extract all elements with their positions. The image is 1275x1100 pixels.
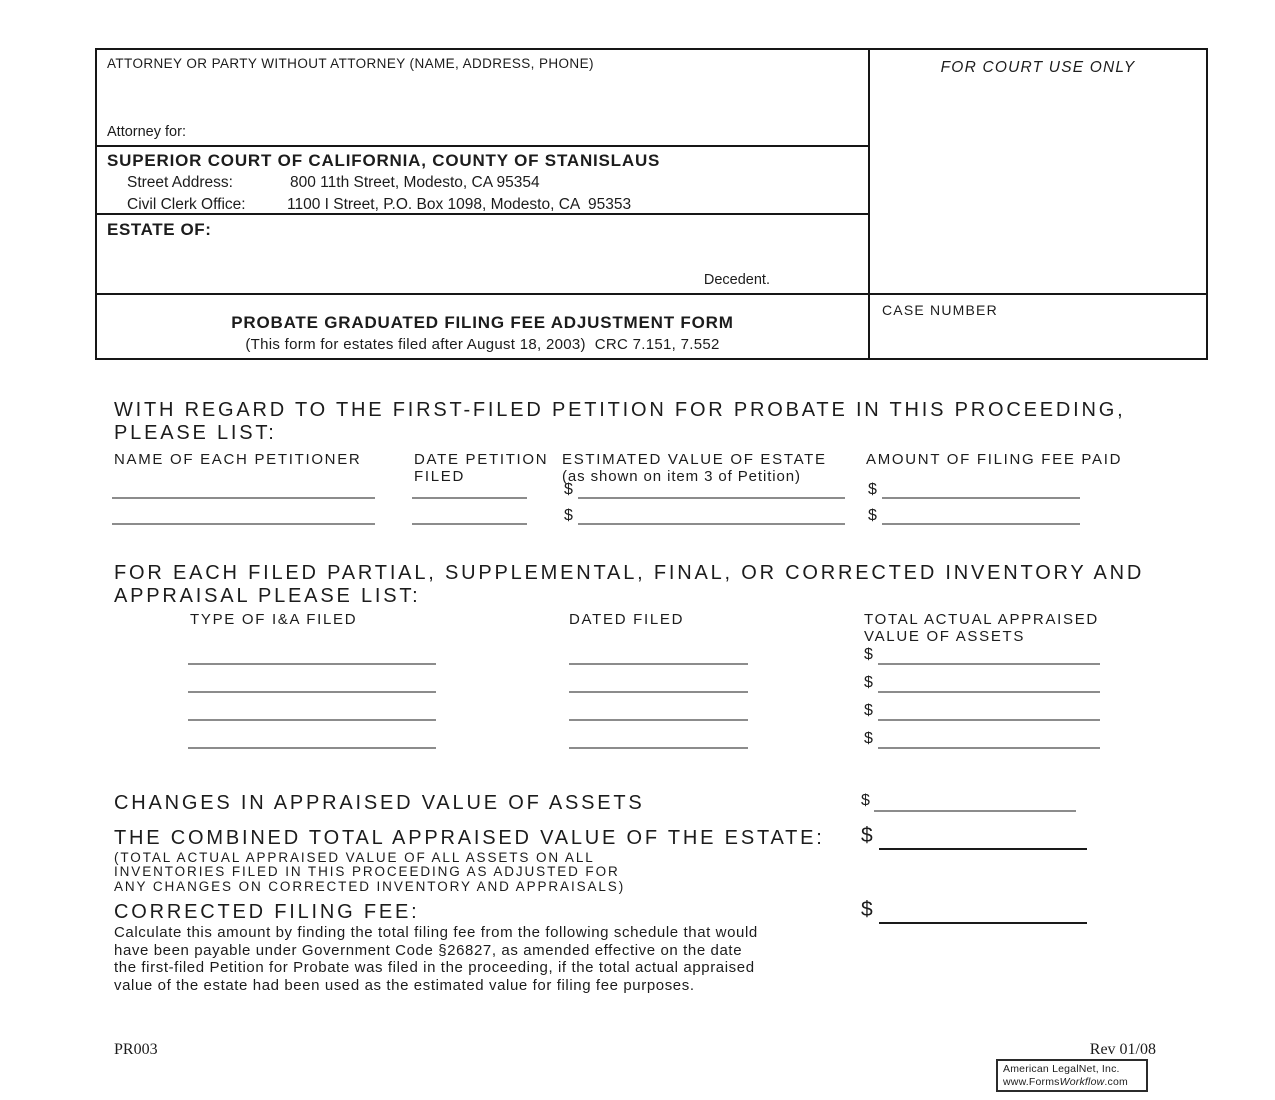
- fee-paid-dollar-1: $: [868, 481, 877, 498]
- form-number: PR003: [114, 1041, 158, 1058]
- changes-blank[interactable]: [874, 810, 1076, 812]
- street-address-value: 800 11th Street, Modesto, CA 95354: [290, 174, 540, 191]
- corrected-desc-line2: have been payable under Government Code §26827, as amended effective on the date: [114, 941, 743, 959]
- col-name-of-petitioner: NAME OF EACH PETITIONER: [114, 451, 362, 468]
- estimated-value-blank-1[interactable]: [578, 497, 845, 499]
- col-estimated-value-line2: (as shown on item 3 of Petition): [562, 468, 801, 485]
- inventory-section-heading: [114, 562, 1144, 608]
- combined-total-note: [114, 851, 625, 894]
- col-total-appraised: [864, 611, 1099, 645]
- legalnet-url-prefix: www.Forms: [1003, 1075, 1060, 1088]
- clerk-office-value: 1100 I Street, P.O. Box 1098, Modesto, CA 95353: [287, 196, 632, 213]
- court-name: SUPERIOR COURT OF CALIFORNIA, COUNTY OF STANISLAUS: [107, 151, 661, 170]
- ia-date-blank-3[interactable]: [569, 719, 748, 721]
- attorney-box-label: ATTORNEY OR PARTY WITHOUT ATTORNEY (NAME, ADDRESS, PHONE): [107, 56, 594, 71]
- col-dated-filed: DATED FILED: [569, 611, 685, 628]
- ia-date-blank-2[interactable]: [569, 691, 748, 693]
- ia-type-blank-4[interactable]: [188, 747, 436, 749]
- col-date-petition-filed: [414, 451, 548, 485]
- legalnet-stamp: [996, 1059, 1148, 1092]
- combined-total-label: THE COMBINED TOTAL APPRAISED VALUE OF THE ESTATE:: [114, 827, 825, 849]
- court-address-cell: [97, 147, 868, 215]
- estimated-value-dollar-1: $: [564, 481, 573, 498]
- inventory-heading-line1: FOR EACH FILED PARTIAL, SUPPLEMENTAL, FINAL, OR CORRECTED INVENTORY AND: [114, 562, 1145, 584]
- form-title-cell: [97, 295, 868, 358]
- form-subtitle: (This form for estates filed after August 18, 2003) CRC 7.151, 7.552: [245, 336, 720, 353]
- street-address-label: Street Address:: [127, 174, 233, 191]
- changes-dollar: $: [861, 792, 870, 809]
- clerk-office-label: Civil Clerk Office:: [127, 196, 246, 213]
- col-total-appraised-line2: VALUE OF ASSETS: [864, 628, 1026, 645]
- petition-date-blank-1[interactable]: [412, 497, 527, 499]
- fee-paid-blank-1[interactable]: [882, 497, 1080, 499]
- ia-date-blank-4[interactable]: [569, 747, 748, 749]
- header-right-column: [870, 50, 1206, 358]
- case-number-label: CASE NUMBER: [882, 302, 998, 318]
- ia-total-blank-2[interactable]: [878, 691, 1100, 693]
- form-header-table: [95, 48, 1208, 360]
- estimated-value-blank-2[interactable]: [578, 523, 845, 525]
- col-type-of-ia: TYPE OF I&A FILED: [190, 611, 358, 628]
- corrected-desc-line1: Calculate this amount by finding the total filing fee from the following schedule that would: [114, 924, 758, 941]
- revision-label: Rev 01/08: [1089, 1041, 1156, 1058]
- corrected-fee-label: CORRECTED FILING FEE:: [114, 901, 420, 923]
- attorney-info-cell[interactable]: [97, 50, 868, 147]
- header-left-column: [97, 50, 870, 358]
- ia-total-dollar-2: $: [864, 674, 873, 691]
- col-date-line1: DATE PETITION: [414, 451, 549, 468]
- ia-type-blank-3[interactable]: [188, 719, 436, 721]
- legalnet-url-italic: Workflow: [1059, 1075, 1105, 1088]
- ia-total-dollar-4: $: [864, 730, 873, 747]
- petition-section-heading: [114, 399, 1125, 445]
- col-estimated-value: [562, 451, 827, 485]
- combined-total-blank[interactable]: [879, 848, 1087, 850]
- fee-paid-dollar-2: $: [868, 507, 877, 524]
- changes-label: CHANGES IN APPRAISED VALUE OF ASSETS: [114, 792, 645, 814]
- ia-total-dollar-3: $: [864, 702, 873, 719]
- petition-heading-line2: PLEASE LIST:: [114, 422, 277, 444]
- petition-heading-line1: WITH REGARD TO THE FIRST-FILED PETITION FOR PROBATE IN THIS PROCEEDING,: [114, 399, 1126, 421]
- ia-total-blank-4[interactable]: [878, 747, 1100, 749]
- petitioner-name-blank-1[interactable]: [112, 497, 375, 499]
- petitioner-name-blank-2[interactable]: [112, 523, 375, 525]
- court-use-cell: [870, 50, 1206, 295]
- ia-total-blank-3[interactable]: [878, 719, 1100, 721]
- for-court-use-label: FOR COURT USE ONLY: [940, 59, 1136, 76]
- col-filing-fee-paid: AMOUNT OF FILING FEE PAID: [866, 451, 1123, 468]
- combined-note-line2: INVENTORIES FILED IN THIS PROCEEDING AS ADJUSTED FOR: [114, 864, 620, 880]
- legalnet-url-suffix: .com: [1104, 1075, 1128, 1088]
- ia-type-blank-2[interactable]: [188, 691, 436, 693]
- col-estimated-value-line1: ESTIMATED VALUE OF ESTATE: [562, 451, 827, 468]
- ia-total-blank-1[interactable]: [878, 663, 1100, 665]
- col-total-appraised-line1: TOTAL ACTUAL APPRAISED: [864, 611, 1099, 628]
- corrected-fee-description: [114, 924, 758, 994]
- legalnet-company: American LegalNet, Inc.: [1003, 1063, 1120, 1075]
- decedent-label: Decedent.: [703, 272, 770, 288]
- corrected-desc-line3: the first-filed Petition for Probate was filed in the proceeding, if the total actual appraised: [114, 959, 755, 977]
- fee-paid-blank-2[interactable]: [882, 523, 1080, 525]
- combined-total-dollar: $: [861, 824, 873, 847]
- estate-of-cell[interactable]: [97, 215, 868, 295]
- corrected-desc-line4: value of the estate had been used as the estimated value for filing fee purposes.: [114, 976, 695, 994]
- corrected-fee-dollar: $: [861, 898, 873, 921]
- inventory-heading-line2: APPRAISAL PLEASE LIST:: [114, 585, 421, 607]
- form-title: PROBATE GRADUATED FILING FEE ADJUSTMENT FORM: [231, 313, 734, 332]
- ia-total-dollar-1: $: [864, 646, 873, 663]
- attorney-for-label: Attorney for:: [107, 124, 186, 140]
- petition-date-blank-2[interactable]: [412, 523, 527, 525]
- col-date-line2: FILED: [414, 468, 466, 485]
- ia-date-blank-1[interactable]: [569, 663, 748, 665]
- corrected-fee-blank[interactable]: [879, 922, 1087, 924]
- estate-of-label: ESTATE OF:: [107, 220, 212, 239]
- case-number-cell[interactable]: [870, 295, 1206, 358]
- ia-type-blank-1[interactable]: [188, 663, 436, 665]
- estimated-value-dollar-2: $: [564, 507, 573, 524]
- legalnet-url: [1003, 1076, 1141, 1089]
- combined-note-line3: ANY CHANGES ON CORRECTED INVENTORY AND APPRAISALS): [114, 878, 626, 894]
- combined-note-line1: (TOTAL ACTUAL APPRAISED VALUE OF ALL ASSETS ON ALL: [114, 850, 595, 865]
